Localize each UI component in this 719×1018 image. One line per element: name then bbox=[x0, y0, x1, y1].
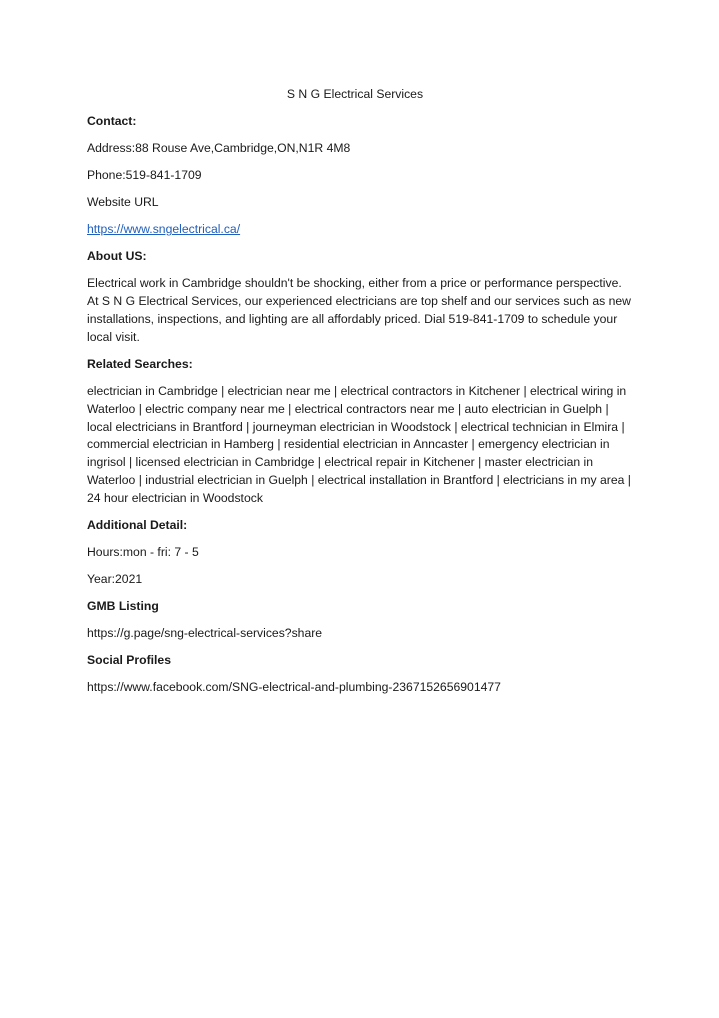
related-searches-paragraph: electrician in Cambridge | electrician near me | electrical contractors in Kitchener | electrical wiring in Waterloo | electric company near me | electrical contractors near me | auto electrician in Guelph | local electricians in Brantford | journeyman electrician in Woodstock | electrical technician in Elmira | commercial electrician in Hamberg | residential electrician in Anncaster | emergency electrician in ingrisol | licensed electrician in Cambridge | electrical repair in Kitchener | master electrician in Waterloo | industrial electrician in Guelph | electrical installation in Brantford | electricians in my area | 24 hour electrician in Woodstock bbox=[87, 383, 631, 505]
document-page bbox=[87, 86, 635, 706]
social-profiles-heading: Social Profiles bbox=[87, 653, 171, 668]
address-text: Address:88 Rouse Ave,Cambridge,ON,N1R 4M8 bbox=[87, 140, 351, 155]
phone-text: Phone:519-841-1709 bbox=[87, 167, 202, 182]
website-label: Website URL bbox=[87, 195, 159, 210]
about-heading: About US: bbox=[87, 249, 147, 264]
about-paragraph: Electrical work in Cambridge shouldn't be shocking, either from a price or performance perspective. At S N G Electrical Services, our experienced electricians are top shelf and our services such as new installations, inspections, and lighting are all affordably priced. Dial 519-841-1709 to schedule your local visit. bbox=[87, 276, 631, 344]
document-title: S N G Electrical Services bbox=[286, 87, 424, 101]
social-profile-url: https://www.facebook.com/SNG-electrical-and-plumbing-2367152656901477 bbox=[87, 680, 501, 695]
contact-heading: Contact: bbox=[87, 113, 137, 128]
related-searches-heading: Related Searches: bbox=[87, 356, 193, 371]
gmb-listing-url: https://g.page/sng-electrical-services?share bbox=[87, 626, 323, 641]
hours-text: Hours:mon - fri: 7 - 5 bbox=[87, 544, 199, 559]
year-text: Year:2021 bbox=[87, 572, 143, 586]
gmb-listing-heading: GMB Listing bbox=[87, 599, 159, 614]
additional-detail-heading: Additional Detail: bbox=[87, 517, 188, 532]
website-link[interactable]: https://www.sngelectrical.ca/ bbox=[87, 222, 241, 237]
